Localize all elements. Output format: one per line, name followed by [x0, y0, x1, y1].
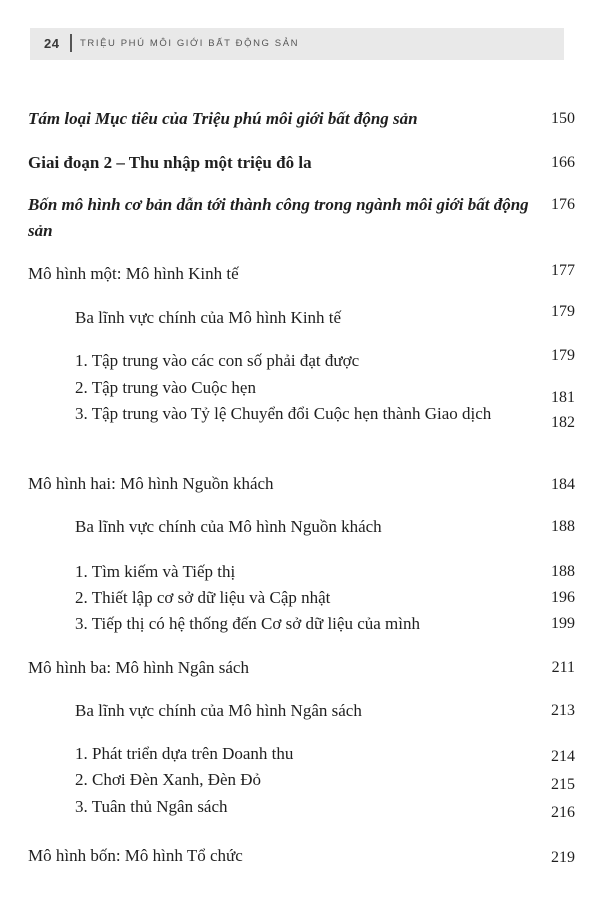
- toc-entry-title: Ba lĩnh vực chính của Mô hình Nguồn khách: [75, 517, 382, 536]
- toc-entry-title: Ba lĩnh vực chính của Mô hình Kinh tế: [75, 308, 342, 327]
- toc-entry-page: 216: [551, 804, 575, 821]
- toc-entry-page: 177: [551, 262, 575, 279]
- toc-entry-title: Ba lĩnh vực chính của Mô hình Ngân sách: [75, 701, 362, 720]
- toc-entry-page: 188: [551, 518, 575, 535]
- toc-entry-page: 179: [551, 347, 575, 364]
- toc-entry-title: Mô hình ba: Mô hình Ngân sách: [28, 658, 249, 677]
- toc-entry-title: Giai đoạn 2 – Thu nhập một triệu đô la: [28, 153, 312, 172]
- toc-entry-title: 1. Phát triển dựa trên Doanh thu: [75, 744, 294, 763]
- toc-entry-title: 3. Tập trung vào Tỷ lệ Chuyển đổi Cuộc hẹn thành Giao dịch: [75, 404, 492, 423]
- toc-entry-page: 181: [551, 389, 575, 406]
- toc-entry-page: 215: [551, 776, 575, 793]
- toc-entry-title: Mô hình hai: Mô hình Nguồn khách: [28, 474, 274, 493]
- toc-entry-title: Mô hình một: Mô hình Kinh tế: [28, 264, 239, 283]
- toc-entry-page: 166: [551, 154, 575, 171]
- toc-entry-page: 184: [551, 476, 575, 493]
- toc-entry-title: Mô hình bốn: Mô hình Tổ chức: [28, 846, 243, 865]
- header-divider: [70, 34, 72, 52]
- toc-entry-title: 1. Tìm kiếm và Tiếp thị: [75, 562, 236, 581]
- toc-entry-title: 2. Thiết lập cơ sở dữ liệu và Cập nhật: [75, 588, 331, 607]
- toc-entry-title: 2. Tập trung vào Cuộc hẹn: [75, 378, 256, 397]
- toc-entry-page: 179: [551, 303, 575, 320]
- page-number: 24: [44, 36, 60, 51]
- toc-entry-page: 150: [551, 110, 575, 127]
- toc-entry-page: 213: [551, 702, 575, 719]
- running-title: TRIỆU PHÚ MÔI GIỚI BẤT ĐỘNG SẢN: [80, 38, 300, 49]
- toc-entry-title: 3. Tiếp thị có hệ thống đến Cơ sở dữ liệu của mình: [75, 614, 420, 633]
- toc-entry-page: 176: [551, 196, 575, 213]
- toc-entry-title: Tám loại Mục tiêu của Triệu phú môi giới bất động sản: [28, 109, 418, 128]
- toc-entry-title: 1. Tập trung vào các con số phải đạt được: [75, 351, 360, 370]
- toc-entry-page: 214: [551, 748, 575, 765]
- toc-entry-title: 3. Tuân thủ Ngân sách: [75, 797, 228, 816]
- toc-entry-title: Bốn mô hình cơ bản dẫn tới thành công trong ngành môi giới bất động sản: [28, 195, 529, 240]
- toc-entry-page: 188: [551, 563, 575, 580]
- toc-entry-page: 219: [551, 849, 575, 866]
- toc-entry-page: 199: [551, 615, 575, 632]
- toc-entry-page: 211: [551, 659, 575, 676]
- toc-entry-title: 2. Chơi Đèn Xanh, Đèn Đỏ: [75, 770, 262, 789]
- toc-entry-page: 196: [551, 589, 575, 606]
- toc-entry-page: 182: [551, 414, 575, 431]
